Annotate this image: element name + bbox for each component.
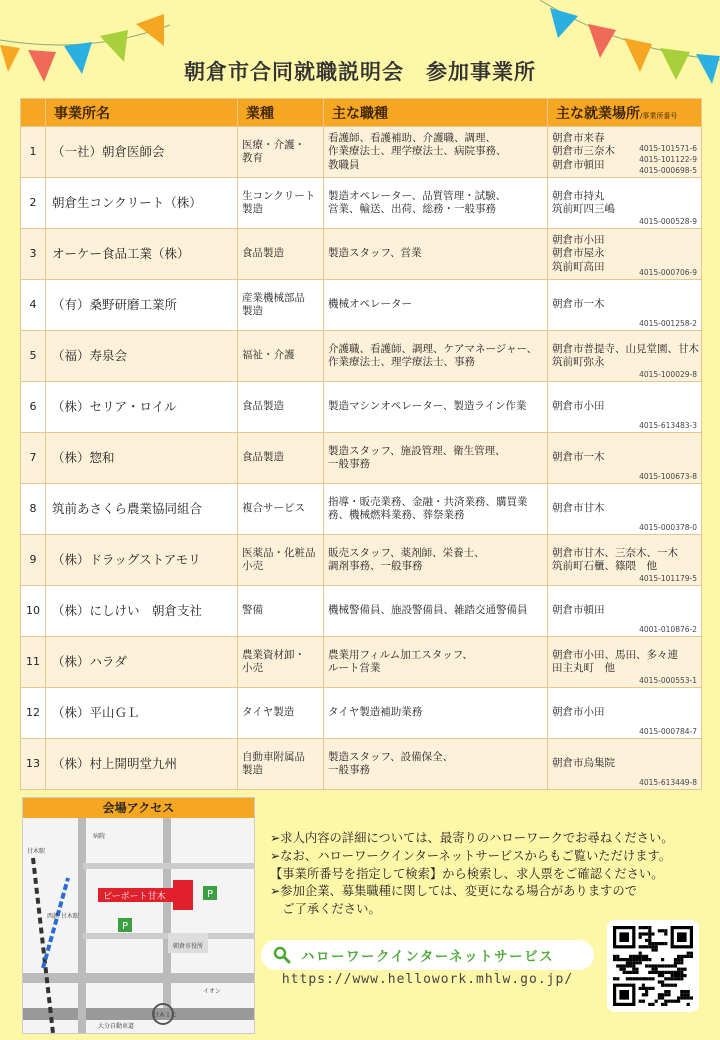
note-line: 【事業所番号を指定して検索】から検索し、求人票をご確認ください。 [270,866,664,881]
hellowork-search-pill[interactable] [261,940,594,970]
row-number: 13 [21,739,46,790]
row-number: 11 [21,637,46,688]
industry-line: 小売 [242,560,263,572]
note-line: ➢なお、ハローワークインターネットサービスからもご覧いただけます。 [270,848,672,863]
row-number: 9 [21,535,46,586]
jobs-cell [324,688,548,739]
industry-cell [238,229,324,280]
employer-name: 朝倉生コンクリート（株） [46,178,238,229]
svg-text:イオン: イオン [203,988,221,995]
place-line: 朝倉市頓田 [552,158,605,171]
page-title: 朝倉市合同就職説明会 参加事業所 [184,60,536,84]
table-row [21,484,702,535]
job-line: ルート営業 [328,662,381,674]
job-line: 指導・販売業務、金融・共済業務、購買業 [328,495,528,508]
job-line: 調剤事務、一般事務 [328,560,423,572]
row-number: 7 [21,433,46,484]
industry-line: 製造 [242,764,263,776]
jobs-cell [324,280,548,331]
industry-line: 製造 [242,203,263,215]
employer-name: （福）寿泉会 [46,331,238,382]
jobs-cell [324,229,548,280]
industry-cell [238,127,324,178]
notes-block [270,830,710,919]
col-header-name: 事業所名 [46,99,238,127]
svg-text:P: P [122,921,129,932]
employer-name: （株）惣和 [46,433,238,484]
office-code: 4015-000553-1 [639,675,697,685]
job-line: 機械警備員、施設警備員、雑踏交通警備員 [328,604,528,617]
employer-name: （株）村上開明堂九州 [46,739,238,790]
job-line: 看護師、看護補助、介護職、調理、 [328,132,496,145]
office-code: 4015-101179-5 [639,573,697,583]
job-line: 一般事務 [328,764,370,776]
search-icon [273,946,291,964]
employer-name: （株）ハラダ [46,637,238,688]
place-lines [552,502,699,515]
office-code: 4015-100673-8 [639,471,697,481]
job-line: タイヤ製造補助業務 [328,706,423,719]
job-line: 一般事務 [328,458,370,470]
jobs-cell [324,178,548,229]
row-number: 3 [21,229,46,280]
place-lines [552,343,699,369]
office-code: 4015-000706-9 [639,267,697,277]
col-header-no [21,99,46,127]
industry-line: 教育 [242,152,263,164]
office-code: 4015-000698-5 [639,165,697,175]
job-line: 機械オペレーター [328,298,412,311]
jobs-cell [324,331,548,382]
svg-text:朝倉市役所: 朝倉市役所 [173,943,204,950]
place-line: 朝倉市頓田 [552,604,605,617]
col-header-place-label: 主な就業場所 [556,105,640,122]
table-row [21,535,702,586]
place-line: 朝倉市一木 [552,451,605,464]
place-lines [552,649,699,675]
industry-cell [238,178,324,229]
office-code: 4001-010876-2 [639,624,697,634]
place-cell [548,739,702,790]
row-number: 12 [21,688,46,739]
place-line: 朝倉市持丸 [552,189,605,202]
employer-table [20,98,702,790]
place-lines [552,400,699,413]
job-line: 作業療法士、理学療法士、事務 [328,356,475,368]
place-lines [552,298,699,311]
office-code: 4015-101122-9 [639,154,697,164]
place-line: 筑前町石櫃、篠隈 他 [552,560,657,572]
industry-line: 農業資材卸・ [242,648,305,661]
industry-cell [238,586,324,637]
job-line: 教職員 [328,158,360,171]
row-number: 2 [21,178,46,229]
office-code: 4015-000784-7 [639,726,697,736]
note-line: ➢参加企業、募集職種に関しては、変更になる場合がありますので [270,884,637,899]
place-cell [548,484,702,535]
industry-line: 食品製造 [242,400,284,413]
employer-name: オーケー食品工業（株） [46,229,238,280]
col-header-place-sub: /事業所番号 [640,111,678,120]
table-row [21,433,702,484]
table-row [21,637,702,688]
job-line: 務、機械燃料業務、葬祭業務 [328,509,465,521]
table-row [21,382,702,433]
place-line: 田主丸町 他 [552,662,615,674]
jobs-cell [324,433,548,484]
row-number: 4 [21,280,46,331]
place-lines [552,706,699,719]
place-line: 朝倉市一木 [552,298,605,311]
place-line: 朝倉市小田、馬田、多々連 [552,648,678,661]
office-code: 4015-613483-3 [639,420,697,430]
note-line: ➢求人内容の詳細については、最寄りのハローワークでお尋ねください。 [270,831,674,845]
jobs-cell [324,586,548,637]
job-line: 作業療法士、理学療法士、病院事務、 [328,145,507,158]
place-lines [552,547,699,573]
place-lines [552,757,699,770]
ic-label: 甘木ＩＣ [153,1012,178,1019]
industry-line: 医療・介護・ [242,138,305,151]
place-line: 朝倉市小田 [552,400,605,413]
office-code: 4015-000528-9 [639,216,697,226]
industry-line: 小売 [242,662,263,674]
industry-line: 複合サービス [242,502,305,515]
place-line: 朝倉市小田 [552,234,605,247]
job-line: 介護職、看護師、調理、ケアマネージャー、 [328,342,538,355]
place-cell [548,280,702,331]
place-cell [548,637,702,688]
place-line: 筑前町高田 [552,260,605,273]
employer-table-wrap [20,98,701,790]
industry-line: 医薬品・化粧品 [242,546,316,559]
qr-code-icon [613,926,693,1006]
venue-label: ピーポート甘木 [103,892,166,902]
venue-access-map [22,797,255,1034]
row-number: 10 [21,586,46,637]
employer-name: （株）平山ＧＬ [46,688,238,739]
svg-text:病院: 病院 [93,833,106,840]
col-header-place [548,99,702,127]
industry-cell [238,535,324,586]
table-row [21,688,702,739]
industry-line: 生コンクリート [242,189,316,202]
table-row [21,739,702,790]
industry-line: タイヤ製造 [242,706,295,719]
jobs-cell [324,382,548,433]
table-row [21,586,702,637]
qr-code[interactable] [607,920,699,1012]
place-cell [548,382,702,433]
place-cell [548,535,702,586]
office-code: 4015-101571-6 [639,143,697,153]
employer-name: 筑前あさくら農業協同組合 [46,484,238,535]
place-line: 朝倉市普提寺、山見堂園、甘木 [552,342,699,355]
industry-cell [238,280,324,331]
table-row [21,229,702,280]
place-cell [548,178,702,229]
place-cell [548,229,702,280]
svg-text:甘木駅: 甘木駅 [27,848,46,855]
employer-name: （一社）朝倉医師会 [46,127,238,178]
place-line: 朝倉市屋永 [552,247,605,260]
place-lines [552,190,699,216]
place-line: 朝倉市甘木、三奈木、一木 [552,546,678,559]
industry-line: 福祉・介護 [242,349,295,362]
industry-cell [238,688,324,739]
industry-line: 製造 [242,305,263,317]
place-lines [552,451,699,464]
note-line: ご了承ください。 [270,902,381,917]
industry-cell [238,331,324,382]
job-line: 製造スタッフ、設備保全、 [328,750,454,763]
industry-cell [238,484,324,535]
row-number: 8 [21,484,46,535]
industry-line: 自動車附属品 [242,750,305,763]
employer-name: （有）桑野研磨工業所 [46,280,238,331]
place-line: 朝倉市来春 [552,132,605,145]
office-code: 4015-001258-2 [639,318,697,328]
svg-text:西鉄 甘木駅: 西鉄 甘木駅 [47,913,79,920]
hellowork-url[interactable]: https://www.hellowork.mhlw.go.jp/ [281,972,574,987]
jobs-cell [324,637,548,688]
job-line: 販売スタッフ、薬剤師、栄養士、 [328,546,485,559]
industry-cell [238,739,324,790]
table-row [21,127,702,178]
place-cell [548,688,702,739]
place-line: 筑前町弥永 [552,356,605,368]
svg-text:P: P [207,889,214,900]
place-line: 朝倉市小田 [552,706,605,719]
industry-cell [238,637,324,688]
office-code: 4015-100029-8 [639,369,697,379]
place-cell [548,127,702,178]
job-line: 製造マシンオペレーター、製造ライン作業 [328,400,527,413]
place-lines [552,604,699,617]
jobs-cell [324,739,548,790]
jobs-cell [324,484,548,535]
industry-line: 警備 [242,604,263,617]
employer-name: （株）にしけい 朝倉支社 [46,586,238,637]
table-row [21,331,702,382]
place-cell [548,433,702,484]
job-line: 製造スタッフ、営業 [328,247,422,260]
table-row [21,178,702,229]
hellowork-service-label: ハローワークインターネットサービス [301,949,555,965]
place-line: 筑前町四三嶋 [552,203,615,215]
employer-name: （株）ドラッグストアモリ [46,535,238,586]
industry-cell [238,433,324,484]
row-number: 5 [21,331,46,382]
row-number: 1 [21,127,46,178]
jobs-cell [324,127,548,178]
place-line: 朝倉市三奈木 [552,145,615,158]
employer-name: （株）セリア・ロイル [46,382,238,433]
table-row [21,280,702,331]
office-code: 4015-000378-0 [639,522,697,532]
jobs-cell [324,535,548,586]
office-code: 4015-613449-8 [639,777,697,787]
job-line: 営業、輸送、出荷、総務・一般事務 [328,203,496,215]
job-line: 製造オペレーター、品質管理・試験、 [328,189,507,202]
industry-line: 産業機械部品 [242,291,305,304]
place-line: 朝倉市甘木 [552,502,605,515]
industry-line: 食品製造 [242,451,284,464]
col-header-industry: 業種 [238,99,324,127]
expressway-label: 大分自動車道 [98,1023,135,1030]
job-line: 農業用フィルム加工スタッフ、 [328,648,473,661]
place-cell [548,586,702,637]
row-number: 6 [21,382,46,433]
industry-cell [238,382,324,433]
job-line: 製造スタッフ、施設管理、衛生管理、 [328,444,506,457]
access-heading: 会場アクセス [23,798,254,818]
access-map [23,818,254,1033]
industry-line: 食品製造 [242,247,284,260]
col-header-jobs: 主な職種 [324,99,548,127]
place-cell [548,331,702,382]
place-line: 朝倉市烏集院 [552,757,615,770]
